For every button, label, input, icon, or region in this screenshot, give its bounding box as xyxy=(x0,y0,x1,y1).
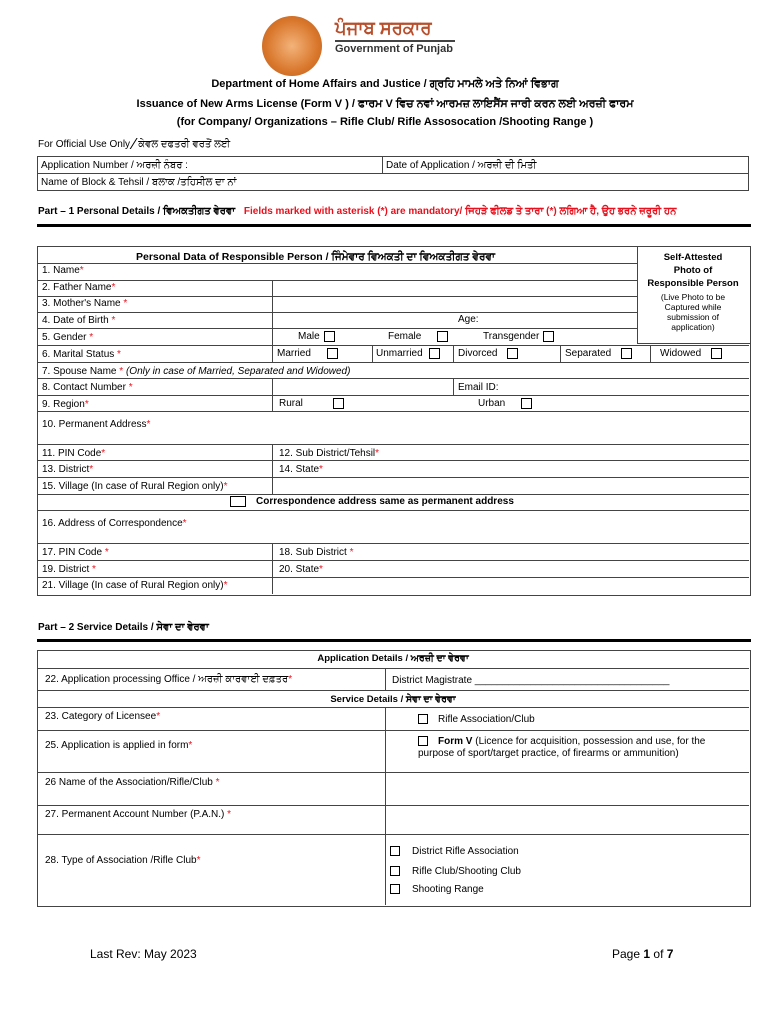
email-label: Email ID: xyxy=(458,382,499,393)
photo-note: (Live Photo to be Captured while submission of application) xyxy=(660,292,726,332)
official-use-table xyxy=(37,156,749,191)
contact-label: 8. Contact Number * xyxy=(42,382,133,393)
correspondence-address-label: 16. Address of Correspondence* xyxy=(42,518,187,529)
part2-divider xyxy=(37,639,751,642)
block-tehsil-field[interactable]: Name of Block & Tehsil / ਬਲਾਕ /ਤਹਿਸੀਲ ਦਾ ਨਾਂ xyxy=(38,174,749,191)
service-details-title: Service Details / ਸੇਵਾ ਦਾ ਵੇਰਵਾ xyxy=(330,694,456,705)
father-name-input[interactable] xyxy=(273,281,636,295)
female-checkbox[interactable] xyxy=(437,331,448,342)
rifle-club-checkbox[interactable] xyxy=(390,866,400,876)
mother-name-input[interactable] xyxy=(273,297,636,311)
marital-married[interactable]: Married xyxy=(277,348,338,359)
district2-label: 19. District * xyxy=(42,564,96,575)
logo-punjabi-text: ਪੰਜਾਬ ਸਰਕਾਰ xyxy=(335,18,432,38)
dob-input[interactable] xyxy=(273,313,453,327)
pan-label: 27. Permanent Account Number (P.A.N.) * xyxy=(45,809,232,820)
shooting-range-checkbox[interactable] xyxy=(390,884,400,894)
marital-widowed[interactable]: Widowed xyxy=(660,348,722,359)
revision-date: Last Rev: May 2023 xyxy=(90,947,197,961)
mother-name-label: 3. Mother's Name * xyxy=(42,298,128,309)
male-checkbox[interactable] xyxy=(324,331,335,342)
part1-divider xyxy=(37,224,751,227)
state-label: 14. State* xyxy=(279,464,323,475)
page-number: Page 1 of 7 xyxy=(612,947,674,961)
mandatory-note: Fields marked with asterisk (*) are mandatory/ ਜਿਹੜੇ ਫੀਲਡ ਤੇ ਤਾਰਾ (*) ਲਗਿਆ ਹੈ, ਉਹ ਭਰਨੇ ਜ਼ਰੂਰੀ ਹਨ xyxy=(243,206,677,217)
dob-label: 4. Date of Birth * xyxy=(42,315,116,326)
separated-checkbox[interactable] xyxy=(621,348,632,359)
permanent-address-label: 10. Permanent Address* xyxy=(42,419,151,430)
subdistrict-label: 12. Sub District/Tehsil* xyxy=(279,448,380,459)
widowed-checkbox[interactable] xyxy=(711,348,722,359)
form-option[interactable]: Form V (Licence for acquisition, possession and use, for the purpose of sport/target practice, of firearms or ammunition) xyxy=(418,736,706,759)
rifle-association-checkbox[interactable] xyxy=(418,714,428,724)
gender-male[interactable]: Male xyxy=(298,331,335,342)
type-option-range[interactable]: Shooting Range xyxy=(390,884,484,895)
processing-office-value[interactable]: District Magistrate ___________________________________ xyxy=(392,675,670,686)
application-date-field[interactable]: Date of Application / ਅਰਜ਼ੀ ਦੀ ਮਿਤੀ xyxy=(383,157,749,174)
name-label: 1. Name* xyxy=(42,265,84,276)
title-company: (for Company/ Organizations – Rifle Club/ Rifle Assosocation /Shooting Range ) xyxy=(176,116,594,128)
name-input[interactable] xyxy=(273,264,636,279)
official-use-label: For Official Use Only ⁄ ਕੇਵਲ ਦਫਤਰੀ ਵਰਤੋਂ ਲਈ xyxy=(38,136,231,153)
spouse-label: 7. Spouse Name * (Only in case of Married, Separated and Widowed) xyxy=(42,366,351,377)
type-option-district[interactable]: District Rifle Association xyxy=(390,846,519,857)
photo-title: Self-Attested Photo of Responsible Person xyxy=(647,252,739,289)
pin2-label: 17. PIN Code * xyxy=(42,547,109,558)
form-label: 25. Application is applied in form* xyxy=(45,740,193,751)
type-option-club[interactable]: Rifle Club/Shooting Club xyxy=(390,866,521,877)
age-label: Age: xyxy=(458,314,479,325)
subdistrict2-label: 18. Sub District * xyxy=(279,547,354,558)
form-v-checkbox[interactable] xyxy=(418,736,428,746)
village2-label: 21. Village (In case of Rural Region only)* xyxy=(42,580,228,591)
same-address-checkbox[interactable] xyxy=(230,496,246,507)
application-details-title: Application Details / ਅਰਜ਼ੀ ਦਾ ਵੇਰਵਾ xyxy=(317,653,469,664)
divorced-checkbox[interactable] xyxy=(507,348,518,359)
father-name-label: 2. Father Name* xyxy=(42,282,116,293)
part1-heading: Part – 1 Personal Details / ਵਿਅਕਤੀਗਤ ਵੇਰਵਾ Fields marked with asterisk (*) are mandatory/ ਜਿਹੜੇ ਫੀਲਡ ਤੇ ਤਾਰਾ (*) ਲਗਿਆ ਹੈ, ਉਹ ਭਰਨੇ ਜ਼ਰੂਰੀ ਹਨ xyxy=(38,206,677,217)
government-logo xyxy=(262,16,322,76)
state2-label: 20. State* xyxy=(279,564,323,575)
village-label: 15. Village (In case of Rural Region only)* xyxy=(42,481,228,492)
region-rural[interactable]: Rural xyxy=(279,398,344,409)
application-number-field[interactable]: Application Number / ਅਰਜ਼ੀ ਨੰਬਰ : xyxy=(38,157,383,174)
category-label: 23. Category of Licensee* xyxy=(45,711,161,722)
association-name-label: 26 Name of the Association/Rifle/Club * xyxy=(45,777,220,788)
gender-label: 5. Gender * xyxy=(42,332,94,343)
processing-office-label: 22. Application processing Office / ਅਰਜ਼ੀ ਕਾਰਵਾਈ ਦਫ਼ਤਰ* xyxy=(45,674,293,685)
gender-transgender[interactable]: Transgender xyxy=(483,331,554,342)
marital-divorced[interactable]: Divorced xyxy=(458,348,518,359)
region-urban[interactable]: Urban xyxy=(478,398,532,409)
marital-status-label: 6. Marital Status * xyxy=(42,349,121,360)
logo-english-text: Government of Punjab xyxy=(335,40,455,55)
category-option[interactable]: Rifle Association/Club xyxy=(418,714,535,725)
married-checkbox[interactable] xyxy=(327,348,338,359)
district-label: 13. District* xyxy=(42,464,94,475)
urban-checkbox[interactable] xyxy=(521,398,532,409)
rural-checkbox[interactable] xyxy=(333,398,344,409)
district-rifle-association-checkbox[interactable] xyxy=(390,846,400,856)
unmarried-checkbox[interactable] xyxy=(429,348,440,359)
marital-separated[interactable]: Separated xyxy=(565,348,632,359)
pin-label: 11. PIN Code* xyxy=(42,448,106,459)
gender-female[interactable]: Female xyxy=(388,331,448,342)
title-issuance: Issuance of New Arms License (Form V ) / ਫਾਰਮ V ਵਿਚ ਨਵਾਂ ਆਰਮਜ਼ ਲਾਇਸੈਂਸ ਜਾਰੀ ਕਰਨ ਲਈ ਅਰਜ਼ੀ ਫਾਰਮ xyxy=(136,98,634,110)
same-address-option[interactable]: Correspondence address same as permanent address xyxy=(230,496,514,507)
region-label: 9. Region* xyxy=(42,399,89,410)
personal-data-title: Personal Data of Responsible Person / ਜਿੰਮੇਵਾਰ ਵਿਅਕਤੀ ਦਾ ਵਿਅਕਤੀਗਤ ਵੇਰਵਾ xyxy=(136,251,496,263)
association-type-label: 28. Type of Association /Rifle Club* xyxy=(45,855,201,866)
part2-heading: Part – 2 Service Details / ਸੇਵਾ ਦਾ ਵੇਰਵਾ xyxy=(38,622,209,633)
emblem-seal-icon xyxy=(262,16,322,76)
transgender-checkbox[interactable] xyxy=(543,331,554,342)
marital-unmarried[interactable]: Unmarried xyxy=(376,348,440,359)
title-department: Department of Home Affairs and Justice / ਗ੍ਰਹਿ ਮਾਮਲੇ ਅਤੇ ਨਿਆਂ ਵਿਭਾਗ xyxy=(211,78,559,90)
